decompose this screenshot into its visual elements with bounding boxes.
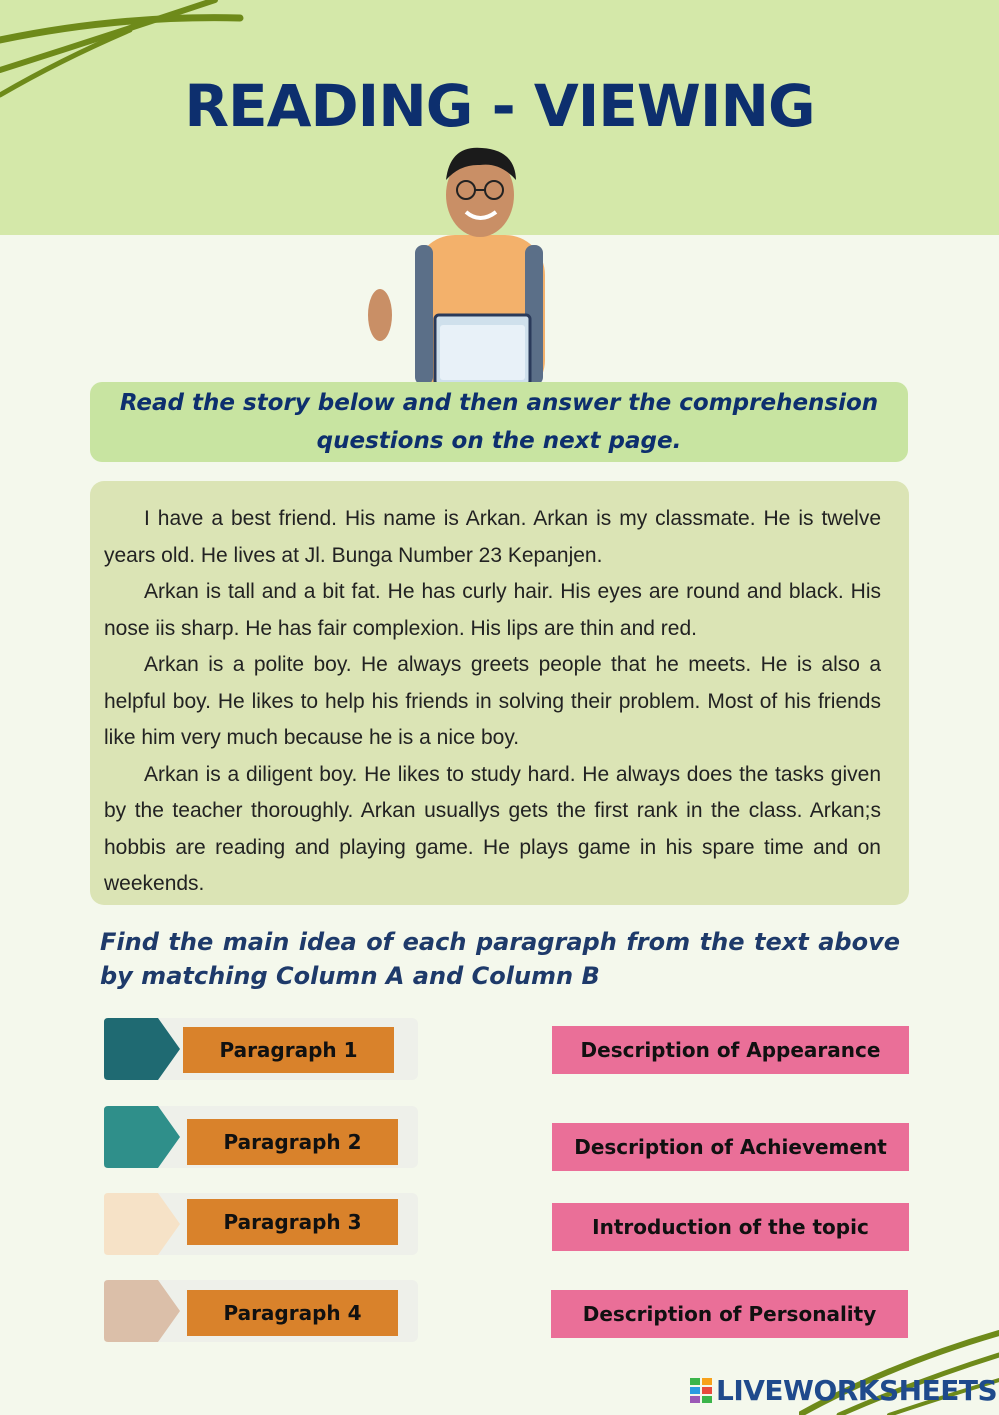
story-paragraph-3: Arkan is a polite boy. He always greets people that he meets. He is also a helpful boy. He likes to help his friends in solving their problem. Most of his friends like him very much because he is a nice boy. <box>104 653 881 749</box>
instruction-banner: Read the story below and then answer the comprehension questions on the next page. <box>90 382 908 462</box>
matching-instruction: Find the main idea of each paragraph from the text above by matching Column A and Column B <box>100 928 900 990</box>
paragraph-2-label[interactable]: Paragraph 2 <box>187 1119 398 1165</box>
arrow-tab-icon <box>104 1106 184 1168</box>
answer-personality[interactable]: Description of Personality <box>551 1290 908 1338</box>
page-title: READING - VIEWING <box>184 72 815 140</box>
column-a-item-4[interactable] <box>104 1280 418 1342</box>
answer-introduction[interactable]: Introduction of the topic <box>552 1203 909 1251</box>
arrow-tab-icon <box>104 1018 184 1080</box>
paragraph-4-label[interactable]: Paragraph 4 <box>187 1290 398 1336</box>
student-illustration <box>360 140 600 400</box>
column-a-item-2[interactable] <box>104 1106 418 1168</box>
column-a-item-3[interactable] <box>104 1193 418 1255</box>
answer-appearance[interactable]: Description of Appearance <box>552 1026 909 1074</box>
story-paragraph-4: Arkan is a diligent boy. He likes to study hard. He always does the tasks given by the teacher thoroughly. Arkan usuallys gets the first rank in the class. Arkan;s hobbis are reading and playing game. He plays game in his spare time and on weekends. <box>104 762 881 895</box>
brand-name: LIVEWORKSHEETS <box>716 1373 998 1407</box>
paragraph-1-label[interactable]: Paragraph 1 <box>183 1027 394 1073</box>
liveworksheets-logo-icon <box>690 1378 712 1403</box>
story-paragraph-2: Arkan is tall and a bit fat. He has curly hair. His eyes are round and black. His nose iis sharp. He has fair complexion. His lips are thin and red. <box>104 580 881 640</box>
answer-achievement[interactable]: Description of Achievement <box>552 1123 909 1171</box>
arrow-tab-icon <box>104 1193 184 1255</box>
column-a-item-1[interactable] <box>104 1018 418 1080</box>
story-paragraph-1: I have a best friend. His name is Arkan. Arkan is my classmate. He is twelve years old. He lives at Jl. Bunga Number 23 Kepanjen. <box>104 507 881 567</box>
story-box <box>90 481 909 905</box>
liveworksheets-brand[interactable] <box>690 1372 997 1408</box>
paragraph-3-label[interactable]: Paragraph 3 <box>187 1199 398 1245</box>
arrow-tab-icon <box>104 1280 184 1342</box>
